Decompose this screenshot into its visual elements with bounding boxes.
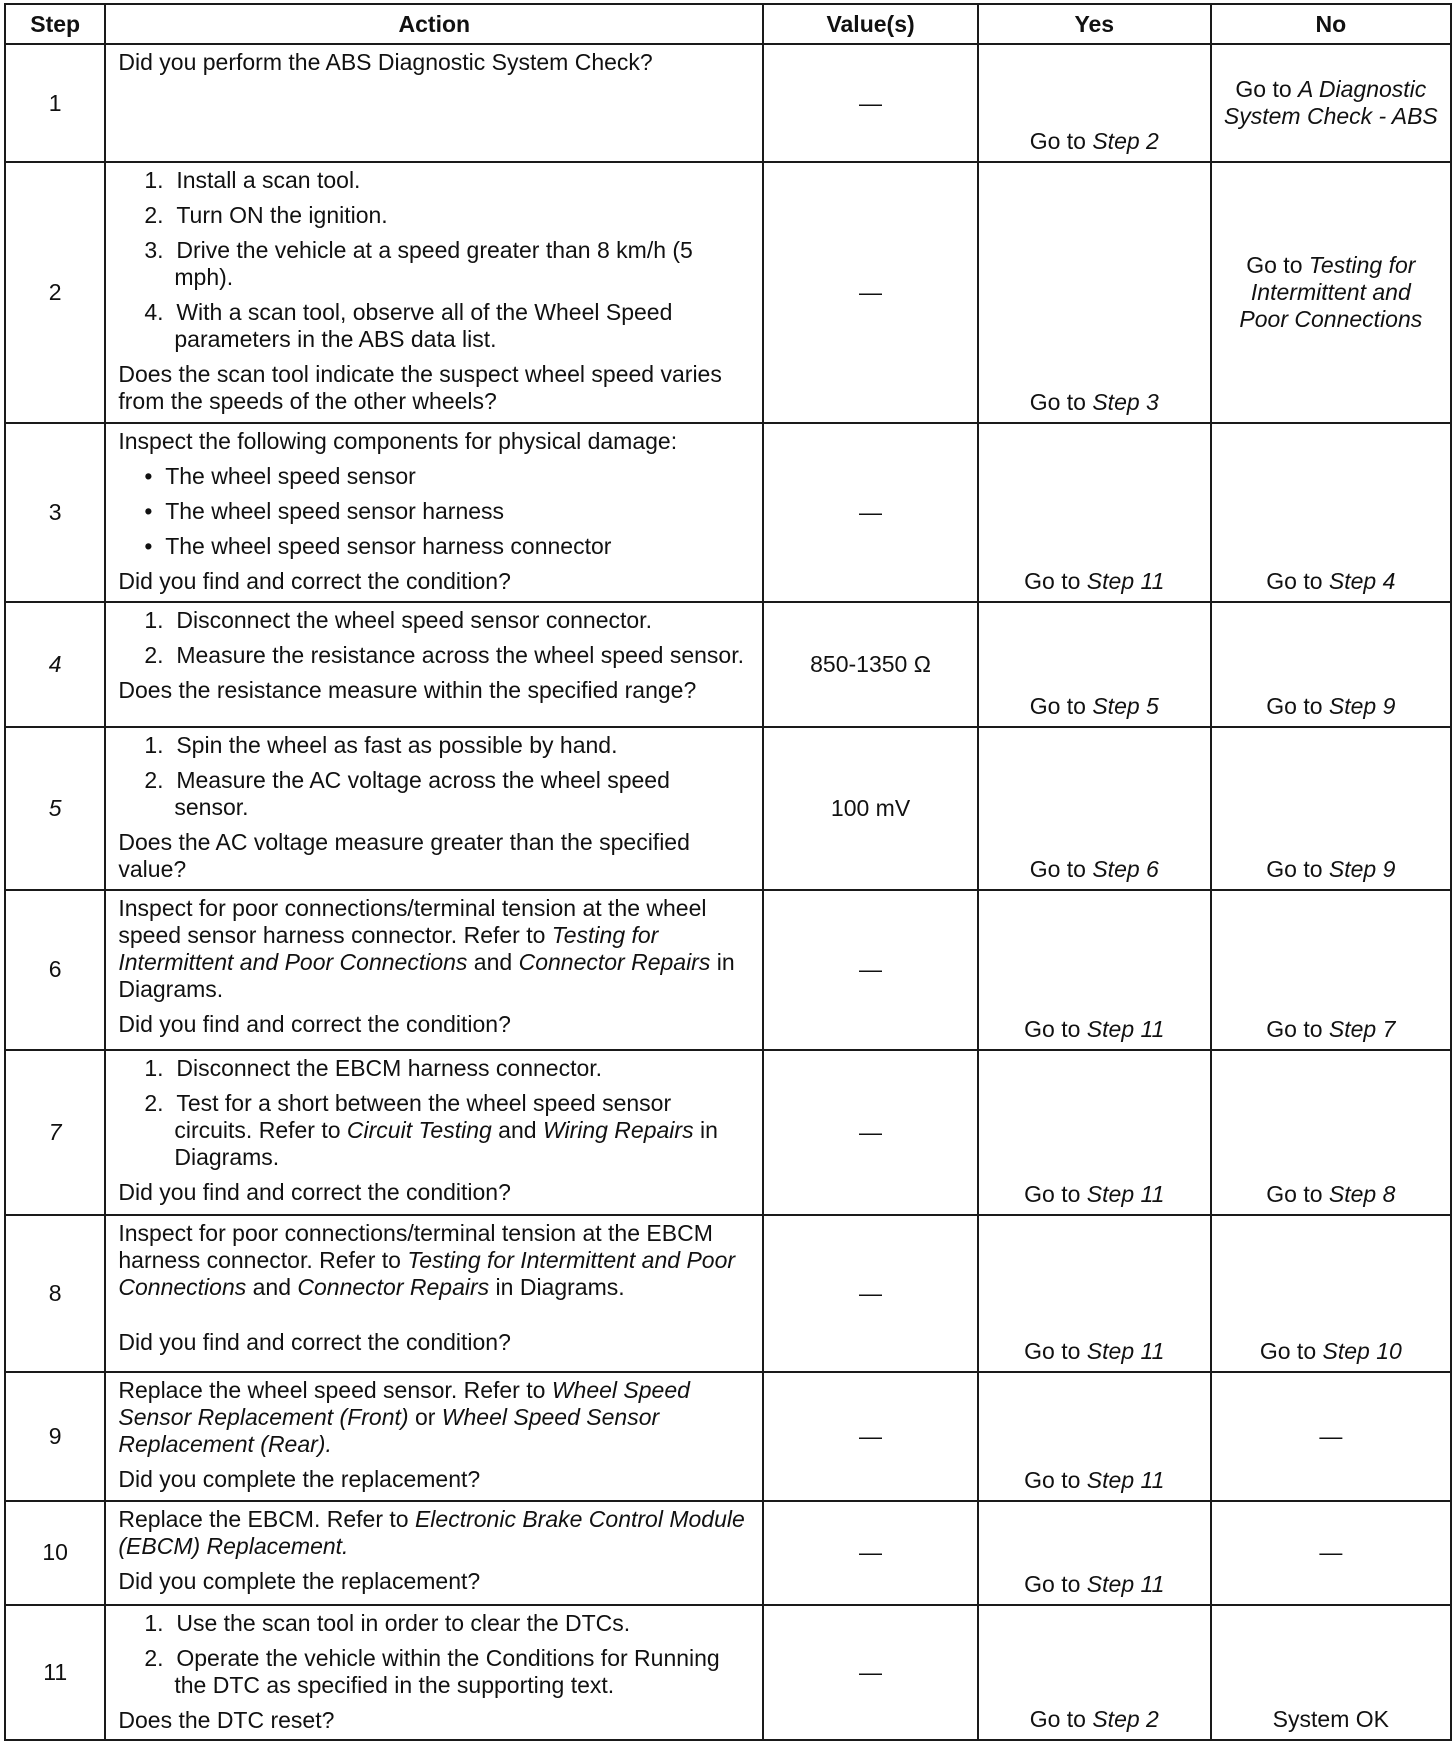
yes-cell <box>978 1050 1211 1216</box>
step-number: 5 <box>5 727 105 890</box>
go-to-label: Go to <box>1266 1015 1323 1042</box>
action-question: Did you complete the replacement? <box>118 1568 481 1595</box>
yes-cell <box>978 727 1211 890</box>
yes-cell <box>978 423 1211 602</box>
action-cell <box>105 1215 763 1372</box>
table-row <box>5 727 1451 890</box>
go-to-label: Go to <box>1024 567 1081 594</box>
no-step-link: Step 7 <box>1328 1015 1396 1042</box>
action-bullet: • The wheel speed sensor harness connector <box>144 533 612 560</box>
table-row <box>5 890 1451 1050</box>
no-step-link: Step 9 <box>1328 855 1396 882</box>
action-text: Inspect for poor connections/terminal tension at the wheel speed sensor harness connector. Refer to Testing for Intermittent and Poor Connections and Connector Repairs in Diagrams. <box>118 894 735 1002</box>
action-item: 3. Drive the vehicle at a speed greater than 8 km/h (5 mph). <box>144 237 693 291</box>
go-to-label: Go to <box>1266 1181 1323 1208</box>
no-step-link: Step 10 <box>1322 1338 1402 1365</box>
action-intro: Inspect the following components for physical damage: <box>118 428 678 455</box>
value-cell: — <box>763 44 978 162</box>
yes-step-link: Step 11 <box>1086 567 1165 594</box>
table-row <box>5 1501 1451 1604</box>
yes-step-link: Step 11 <box>1086 1181 1165 1208</box>
go-to-label: Go to <box>1024 1015 1081 1042</box>
value-cell: — <box>763 1372 978 1501</box>
action-question: Does the scan tool indicate the suspect wheel speed varies from the speeds of the other wheels? <box>118 361 722 415</box>
header-values: Value(s) <box>763 4 978 44</box>
action-cell <box>105 423 763 602</box>
step-number: 4 <box>5 602 105 727</box>
step-number: 1 <box>5 44 105 162</box>
yes-step-link: Step 2 <box>1092 128 1159 155</box>
reference-link: Wheel Speed Sensor Replacement (Front) <box>118 1377 690 1431</box>
header-step: Step <box>5 4 105 44</box>
action-cell <box>105 1050 763 1216</box>
no-cell <box>1211 423 1451 602</box>
no-cell <box>1211 1215 1451 1372</box>
no-link: Testing for Intermittent and Poor Connections <box>1239 252 1423 333</box>
value-cell: — <box>763 890 978 1050</box>
table-row <box>5 1372 1451 1501</box>
no-cell: System OK <box>1211 1605 1451 1741</box>
no-step-link: Step 8 <box>1328 1181 1396 1208</box>
go-to-label: Go to <box>1024 1570 1081 1597</box>
header-row <box>5 4 1451 44</box>
action-text: Replace the EBCM. Refer to Electronic Brake Control Module (EBCM) Replacement. <box>118 1506 745 1560</box>
action-item: 2. Turn ON the ignition. <box>144 202 388 229</box>
action-cell <box>105 602 763 727</box>
yes-step-link: Step 11 <box>1086 1570 1165 1597</box>
action-item: 1. Use the scan tool in order to clear the DTCs. <box>144 1609 631 1636</box>
action-bullet: • The wheel speed sensor <box>144 463 416 490</box>
yes-step-link: Step 5 <box>1092 693 1159 720</box>
go-to-label: Go to <box>1259 1338 1317 1365</box>
table-row <box>5 1050 1451 1216</box>
value-cell: — <box>763 162 978 423</box>
reference-link: Testing for Intermittent and Poor Connections <box>118 921 659 975</box>
yes-cell <box>978 44 1211 162</box>
header-yes: Yes <box>978 4 1211 44</box>
yes-cell <box>978 602 1211 727</box>
action-question: Did you perform the ABS Diagnostic System Check? <box>118 49 653 75</box>
table-row <box>5 602 1451 727</box>
action-bullet: • The wheel speed sensor harness <box>144 498 505 525</box>
action-item: 1. Spin the wheel as fast as possible by hand. <box>144 732 618 759</box>
no-step-link: Step 4 <box>1328 567 1396 594</box>
action-cell <box>105 1501 763 1604</box>
yes-cell <box>978 162 1211 423</box>
no-cell: — <box>1211 1372 1451 1501</box>
go-to-label: Go to <box>1024 1338 1081 1365</box>
no-step-link: Step 9 <box>1328 693 1396 720</box>
no-link: A Diagnostic System Check - ABS <box>1223 76 1438 130</box>
action-text: Inspect for poor connections/terminal tension at the EBCM harness connector. Refer to Testing for Intermittent and Poor Connections and Connector Repairs in Diagrams. <box>118 1220 736 1301</box>
table-row <box>5 44 1451 162</box>
action-question: Did you complete the replacement? <box>118 1466 481 1493</box>
action-item: 2. Measure the AC voltage across the wheel speed sensor. <box>144 767 670 821</box>
yes-cell <box>978 1215 1211 1372</box>
action-cell <box>105 1605 763 1741</box>
value-cell: — <box>763 1605 978 1741</box>
yes-step-link: Step 2 <box>1092 1706 1159 1732</box>
step-number: 6 <box>5 890 105 1050</box>
value-cell: — <box>763 1215 978 1372</box>
action-question: Does the AC voltage measure greater than the specified value? <box>118 829 690 883</box>
action-cell <box>105 162 763 423</box>
yes-step-link: Step 6 <box>1092 855 1159 882</box>
header-action: Action <box>105 4 763 44</box>
yes-cell <box>978 1372 1211 1501</box>
no-cell <box>1211 162 1451 423</box>
action-item: 1. Disconnect the wheel speed sensor connector. <box>144 606 652 633</box>
step-number: 10 <box>5 1501 105 1604</box>
action-question: Does the resistance measure within the specified range? <box>118 676 697 703</box>
reference-link: Wiring Repairs <box>542 1116 694 1143</box>
action-item: 1. Install a scan tool. <box>144 167 361 194</box>
table-row <box>5 162 1451 423</box>
no-cell <box>1211 890 1451 1050</box>
value-cell: 850-1350 Ω <box>763 602 978 727</box>
reference-link: Connector Repairs <box>297 1274 490 1301</box>
go-to-label: Go to <box>1266 855 1323 882</box>
yes-cell <box>978 1605 1211 1741</box>
action-question: Did you find and correct the condition? <box>118 568 511 595</box>
action-cell <box>105 44 763 162</box>
go-to-label: Go to <box>1029 855 1086 882</box>
table-row <box>5 423 1451 602</box>
go-to-label: Go to <box>1029 693 1086 720</box>
reference-link: Circuit Testing <box>346 1116 492 1143</box>
go-to-label: Go to <box>1024 1467 1081 1494</box>
go-to-label: Go to <box>1266 693 1323 720</box>
reference-link: Testing for Intermittent and Poor Connections <box>118 1247 736 1301</box>
yes-cell <box>978 890 1211 1050</box>
action-item: 2. Operate the vehicle within the Conditions for Running the DTC as specified in the supporting text. <box>144 1644 720 1698</box>
action-question: Did you find and correct the condition? <box>118 1178 511 1205</box>
action-cell <box>105 1372 763 1501</box>
step-number: 3 <box>5 423 105 602</box>
value-cell: — <box>763 1501 978 1604</box>
action-question: Did you find and correct the condition? <box>118 1010 511 1037</box>
step-number: 9 <box>5 1372 105 1501</box>
go-to-label: Go to <box>1266 567 1323 594</box>
go-to-label: Go to <box>1029 1706 1086 1732</box>
action-question: Does the DTC reset? <box>118 1706 335 1733</box>
yes-step-link: Step 3 <box>1092 389 1159 416</box>
diagnostic-table <box>4 3 1452 1741</box>
go-to-label: Go to <box>1246 252 1303 279</box>
table-row <box>5 1215 1451 1372</box>
go-to-label: Go to <box>1029 389 1086 416</box>
table-row <box>5 1605 1451 1741</box>
step-number: 11 <box>5 1605 105 1741</box>
step-number: 8 <box>5 1215 105 1372</box>
action-item: 4. With a scan tool, observe all of the Wheel Speed parameters in the ABS data list. <box>144 299 673 353</box>
action-cell <box>105 727 763 890</box>
action-item: 2. Test for a short between the wheel speed sensor circuits. Refer to Circuit Testing and Wiring Repairs in Diagrams. <box>144 1089 718 1170</box>
yes-step-link: Step 11 <box>1086 1467 1165 1494</box>
action-cell <box>105 890 763 1050</box>
yes-step-link: Step 11 <box>1086 1338 1165 1365</box>
action-item: 2. Measure the resistance across the wheel speed sensor. <box>144 641 744 668</box>
reference-link: Electronic Brake Control Module (EBCM) Replacement. <box>118 1506 745 1560</box>
go-to-label: Go to <box>1024 1181 1081 1208</box>
header-no: No <box>1211 4 1451 44</box>
go-to-label: Go to <box>1029 128 1086 155</box>
value-cell: — <box>763 1050 978 1216</box>
value-cell: — <box>763 423 978 602</box>
step-number: 7 <box>5 1050 105 1216</box>
reference-link: Wheel Speed Sensor Replacement (Rear). <box>118 1404 660 1458</box>
value-cell: 100 mV <box>763 727 978 890</box>
no-cell <box>1211 1050 1451 1216</box>
yes-step-link: Step 11 <box>1086 1015 1165 1042</box>
step-number: 2 <box>5 162 105 423</box>
no-cell <box>1211 44 1451 162</box>
go-to-label: Go to <box>1235 76 1292 103</box>
action-text: Replace the wheel speed sensor. Refer to Wheel Speed Sensor Replacement (Front) or Wheel Speed Sensor Replacement (Rear). <box>118 1377 690 1458</box>
action-item: 1. Disconnect the EBCM harness connector. <box>144 1054 603 1081</box>
reference-link: Connector Repairs <box>518 948 711 975</box>
no-cell: — <box>1211 1501 1451 1604</box>
action-question: Did you find and correct the condition? <box>118 1329 511 1356</box>
no-cell <box>1211 727 1451 890</box>
no-cell <box>1211 602 1451 727</box>
yes-cell <box>978 1501 1211 1604</box>
